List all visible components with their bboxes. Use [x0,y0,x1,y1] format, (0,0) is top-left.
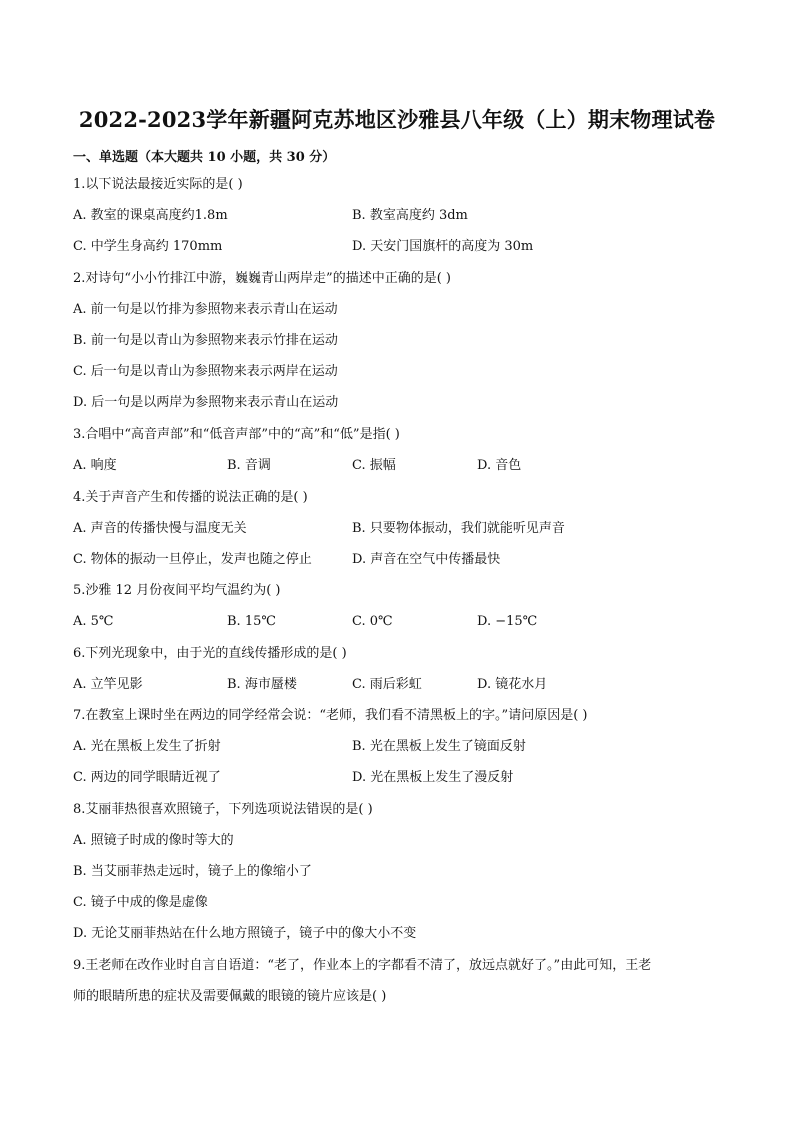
question-1-option-d: D. 天安门国旗杆的高度为 30m [352,239,534,254]
question-7-option-d: D. 光在黑板上发生了漫反射 [352,770,514,785]
question-7-option-a: A. 光在黑板上发生了折射 [73,739,221,754]
question-3-option-d: D. 音色 [477,458,522,473]
question-6-option-d: D. 镜花水月 [477,677,548,692]
question-1-option-a: A. 教室的课桌高度约1.8m [73,208,228,223]
question-5-option-b: B. 15℃ [227,614,276,629]
question-8-option-a: A. 照镜子时成的像时等大的 [73,833,234,848]
question-6-stem: 6.下列光现象中，由于光的直线传播形成的是( ) [73,646,347,661]
question-3-option-a: A. 响度 [73,458,117,473]
question-6-option-a: A. 立竿见影 [73,677,143,692]
question-8-option-b: B. 当艾丽菲热走远时，镜子上的像缩小了 [73,864,312,879]
question-3-option-c: C. 振幅 [352,458,396,473]
question-2-option-d: D. 后一句是以两岸为参照物来表示青山在运动 [73,395,339,410]
question-3-option-b: B. 音调 [227,458,271,473]
question-6-option-c: C. 雨后彩虹 [352,677,422,692]
question-1-stem: 1.以下说法最接近实际的是( ) [73,177,243,192]
question-7-option-c: C. 两边的同学眼睛近视了 [73,770,221,785]
question-4-option-b: B. 只要物体振动，我们就能听见声音 [352,521,565,536]
question-5-stem: 5.沙雅 12 月份夜间平均气温约为( ) [73,583,281,598]
question-9-stem-line-2: 师的眼睛所患的症状及需要佩戴的眼镜的镜片应该是( ) [73,989,387,1004]
question-6-option-b: B. 海市蜃楼 [227,677,297,692]
question-8-option-d: D. 无论艾丽菲热站在什么地方照镜子，镜子中的像大小不变 [73,926,417,941]
question-2-option-c: C. 后一句是以青山为参照物来表示两岸在运动 [73,364,338,379]
question-9-stem-line-1: 9.王老师在改作业时自言自语道：“老了，作业本上的字都看不清了，放远点就好了。”由此可知，王老 [73,958,652,973]
question-7-stem: 7.在教室上课时坐在两边的同学经常会说：“老师，我们看不清黑板上的字。”请问原因是( ) [73,708,588,723]
question-2-option-a: A. 前一句是以竹排为参照物来表示青山在运动 [73,302,338,317]
question-3-stem: 3.合唱中“高音声部”和“低音声部”中的“高”和“低”是指( ) [73,427,400,442]
question-8-option-c: C. 镜子中成的像是虚像 [73,895,208,910]
question-5-option-a: A. 5℃ [73,614,114,629]
question-2-option-b: B. 前一句是以青山为参照物来表示竹排在运动 [73,333,338,348]
question-5-option-d: D. −15℃ [477,614,538,629]
question-4-option-c: C. 物体的振动一旦停止，发声也随之停止 [73,552,312,567]
section-heading: 一、单选题（本大题共 10 小题，共 30 分） [73,150,336,165]
question-2-stem: 2.对诗句“小小竹排江中游，巍巍青山两岸走”的描述中正确的是( ) [73,271,451,286]
exam-title: 2022-2023学年新疆阿克苏地区沙雅县八年级（上）期末物理试卷 [78,107,716,132]
question-4-option-d: D. 声音在空气中传播最快 [352,552,501,567]
question-5-option-c: C. 0℃ [352,614,393,629]
question-8-stem: 8.艾丽菲热很喜欢照镜子，下列选项说法错误的是( ) [73,802,373,817]
question-7-option-b: B. 光在黑板上发生了镜面反射 [352,739,526,754]
question-4-option-a: A. 声音的传播快慢与温度无关 [73,521,247,536]
question-1-option-b: B. 教室高度约 3dm [352,208,468,223]
question-1-option-c: C. 中学生身高约 170mm [73,239,223,254]
question-4-stem: 4.关于声音产生和传播的说法正确的是( ) [73,490,308,505]
